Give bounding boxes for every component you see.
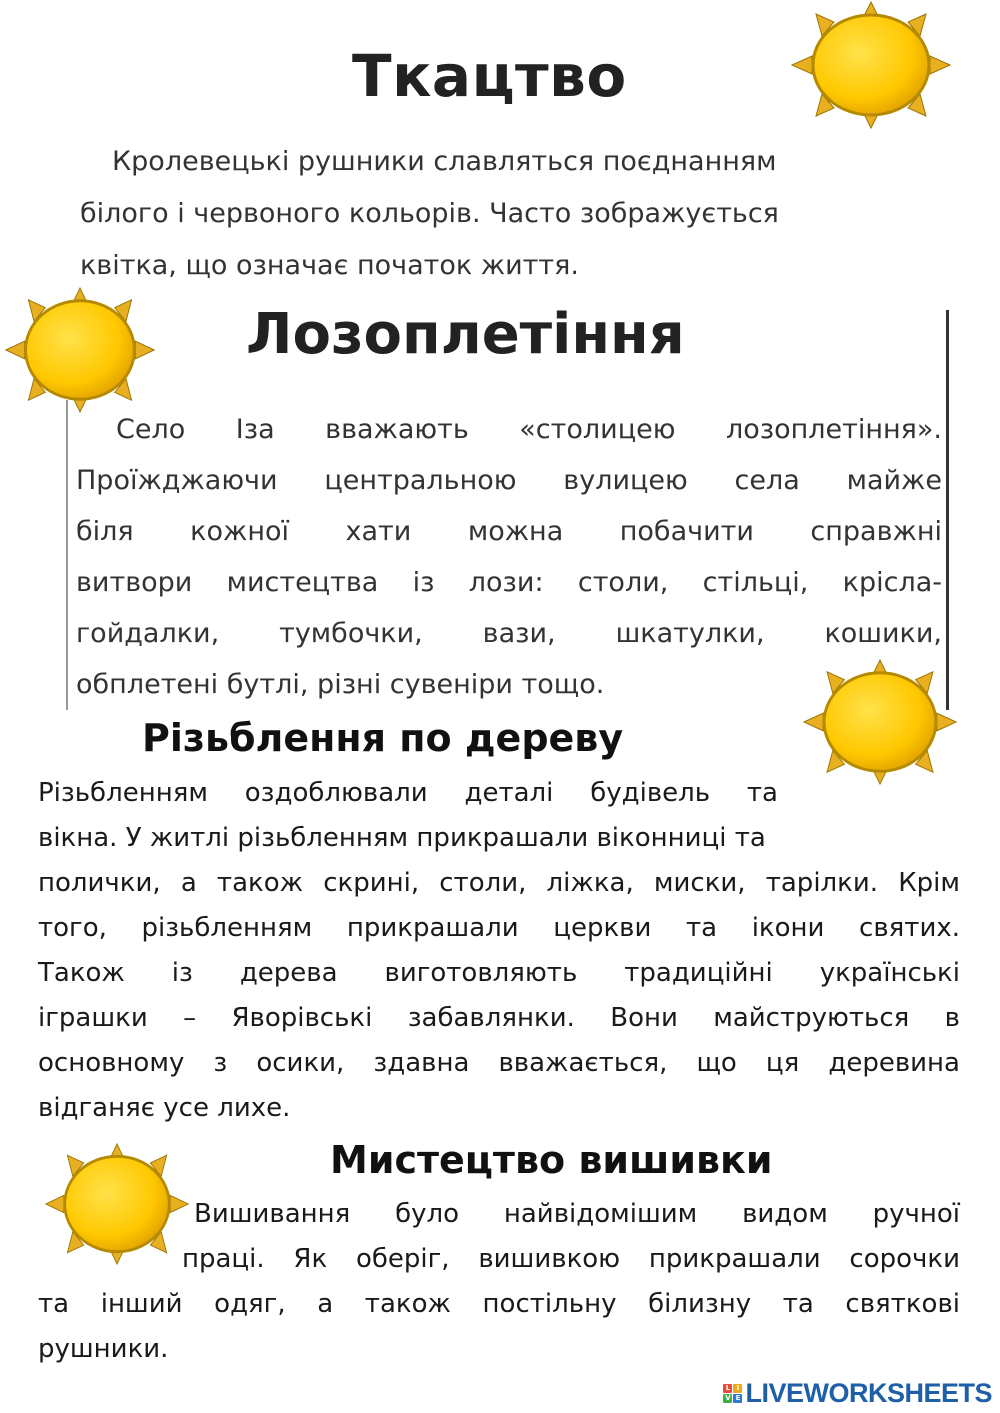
woodcarving-line: основному з осики, здавна вважається, що ця деревина [38, 1048, 960, 1078]
embroidery-line: праці. Як оберіг, вишивкою прикрашали сорочки [182, 1244, 960, 1274]
basketry-line: витвори мистецтва із лози: столи, стільці, крісла- [76, 567, 942, 598]
woodcarving-line: того, різьбленням прикрашали церкви та ікони святих. [38, 913, 960, 943]
weaving-line: Кролевецькі рушники славляться поєднанням [112, 146, 777, 177]
divider [66, 400, 68, 710]
basketry-line: біля кожної хати можна побачити справжні [76, 516, 942, 547]
woodcarving-line: Різьбленням оздоблювали деталі будівель та [38, 778, 778, 808]
woodcarving-line: вікна. У житлі різьбленням прикрашали віконниці та [38, 823, 766, 853]
divider [946, 310, 949, 710]
basketry-line: гойдалки, тумбочки, вази, шкатулки, кошики, [76, 618, 942, 649]
woodcarving-paragraph [38, 771, 960, 1131]
embroidery-line: Вишивання було найвідомішим видом ручної [194, 1199, 960, 1229]
basketry-title: Лозоплетіння [246, 302, 685, 367]
basketry-line: Проїжджаючи центральною вулицею села майже [76, 465, 942, 496]
basketry-paragraph [76, 404, 942, 710]
embroidery-paragraph [38, 1192, 960, 1372]
woodcarving-line: Також із дерева виготовляють традиційні українські [38, 958, 960, 988]
liveworksheets-logo[interactable] [723, 1378, 992, 1409]
woodcarving-line: відганяє усе лихе. [38, 1093, 291, 1123]
basketry-line: Село Іза вважають «столицею лозоплетіння». [116, 414, 942, 445]
embroidery-line: рушники. [38, 1334, 169, 1364]
woodcarving-line: полички, а також скрині, столи, ліжка, миски, тарілки. Крім [38, 868, 960, 898]
logo-tile: V [725, 1394, 731, 1402]
embroidery-title: Мистецтво вишивки [330, 1138, 773, 1182]
woodcarving-line: іграшки – Яворівські забавлянки. Вони майструються в [38, 1003, 960, 1033]
weaving-line: квітка, що означає початок життя. [80, 250, 579, 281]
weaving-title: Ткацтво [352, 42, 627, 110]
woodcarving-title: Різьблення по дереву [142, 716, 624, 760]
logo-tile: E [733, 1394, 742, 1403]
basketry-line: обплетені бутлі, різні сувеніри тощо. [76, 669, 605, 700]
brand-logo-icon [723, 1384, 742, 1403]
sun-icon [4, 286, 156, 414]
sun-icon [790, 0, 952, 130]
embroidery-line: та інший одяг, а також постільну білизну та святкові [38, 1289, 960, 1319]
logo-tile: L [723, 1384, 732, 1393]
weaving-line: білого і червоного кольорів. Часто зображується [80, 198, 779, 229]
brand-name: LIVEWORKSHEETS [745, 1378, 992, 1408]
logo-tile: I [733, 1384, 742, 1393]
